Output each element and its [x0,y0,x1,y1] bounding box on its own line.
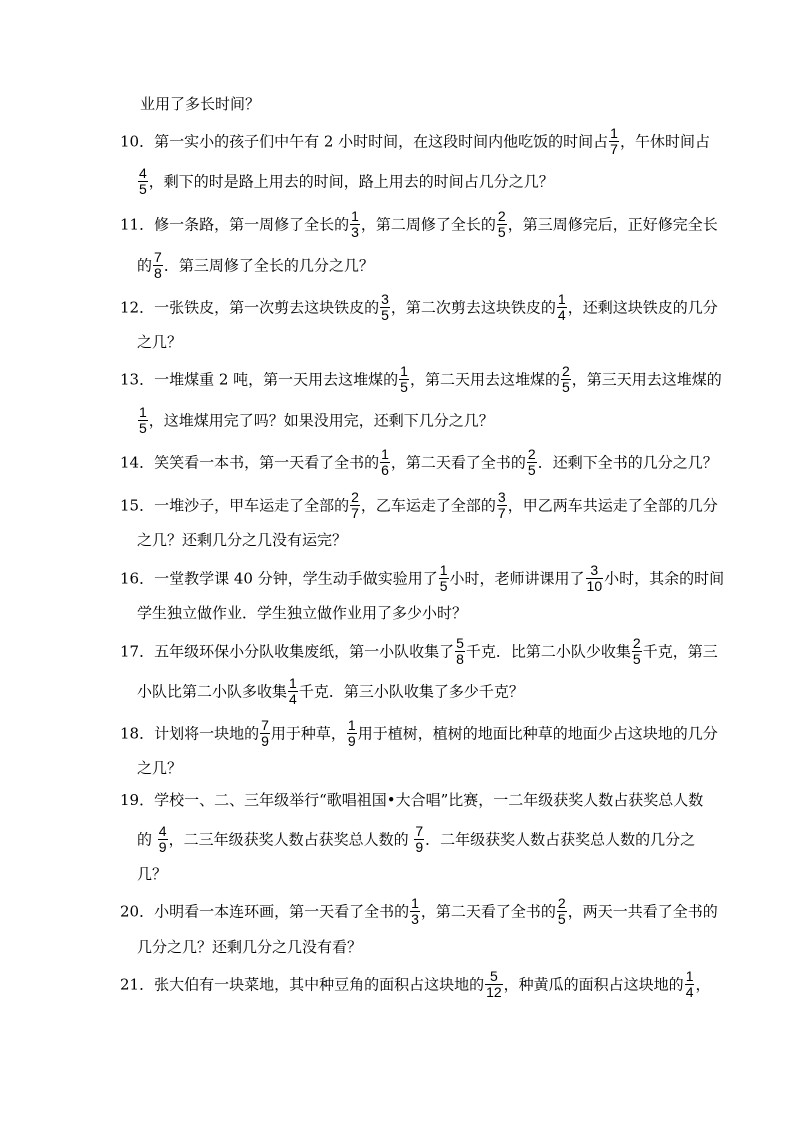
text-run: 千克．比第二小队少收集 [465,642,631,661]
fraction [414,824,424,855]
text-run: ，乙车运走了全部的 [360,496,496,515]
fraction-denominator: 5 [557,911,566,927]
text-run: 13．一堆煤重 2 吨，第一天用去这堆煤的 [120,370,399,389]
text-run: ，剩下的时是路上用去的时间，路上用去的时间占几分之几？ [148,172,554,191]
text-run: 10．第一实小的孩子们中午有 2 小时时间，在这段时间内他吃饭的时间占 [120,132,609,151]
text-run: ，两天一共看了全书的 [567,902,718,921]
fraction-numerator: 2 [351,489,359,505]
text-run: 20．小明看一本连环画，第一天看了全书的 [120,902,410,921]
fraction-numerator: 1 [381,446,389,462]
text-run: 21．张大伯有一块菜地，其中种豆角的面积占这块地的 [120,975,485,994]
fraction [561,364,571,395]
fraction [497,209,507,240]
text-run: 几分之几？还剩几分之几没有看？ [137,938,363,956]
text-line [120,491,718,522]
text-line [137,603,467,623]
fraction-denominator: 5 [497,224,506,240]
fraction-denominator: 4 [685,984,694,1000]
text-run: ，种黄瓜的面积占这块地的 [503,975,684,994]
fraction [410,896,420,927]
text-run: 14．笑笑看一本书，第一天看了全书的 [120,453,380,472]
text-line [137,937,362,957]
fraction [158,824,168,855]
text-run: 业用了多长时间？ [140,95,261,113]
fraction-denominator: 3 [411,911,419,927]
fraction-numerator: 1 [610,125,618,141]
fraction-numerator: 4 [158,823,167,839]
fraction-numerator: 5 [456,635,464,651]
fraction-numerator: 7 [261,717,269,733]
text-run: ．二年级获奖人数占获奖总人数的几分之 [425,830,696,849]
text-line [120,790,703,810]
fraction-denominator: 8 [154,265,162,281]
fraction [138,166,148,197]
fraction-denominator: 4 [289,691,297,707]
fraction-numerator: 1 [400,363,408,379]
fraction [380,292,390,323]
fraction [609,126,619,157]
fraction-denominator: 5 [381,307,389,323]
fraction [347,718,357,749]
fraction-denominator: 5 [400,379,408,395]
text-run: ．第三周修了全长的几分之几？ [163,256,374,275]
text-line [120,293,718,324]
text-line [120,127,710,158]
fraction-denominator: 7 [351,505,359,521]
fraction-numerator: 4 [139,165,147,181]
fraction-denominator: 9 [415,839,424,855]
fraction-denominator: 9 [158,839,167,855]
text-run: 18．计划将一块地的 [120,724,260,743]
fraction [350,209,360,240]
text-line [120,210,718,241]
text-line [137,406,494,437]
text-line [120,897,718,928]
fraction-denominator: 12 [486,984,502,1000]
fraction-denominator: 5 [139,181,147,197]
fraction-numerator: 1 [289,675,297,691]
text-run: 之几？ [137,759,183,777]
text-line [137,530,347,550]
text-run: 之几？ [137,333,183,351]
fraction-denominator: 3 [351,224,359,240]
fraction-numerator: 2 [497,208,506,224]
text-line [120,564,724,595]
fraction [497,490,507,521]
text-line [137,677,524,708]
text-run: ，第二天用去这堆煤的 [409,370,560,389]
fraction-denominator: 10 [586,578,603,594]
fraction [350,490,360,521]
text-line [137,758,182,778]
text-line [137,167,554,198]
fraction-numerator: 1 [139,404,147,420]
fraction-numerator: 7 [415,823,424,839]
text-line [120,719,718,750]
text-run: 11．修一条路，第一周修了全长的 [120,215,350,234]
fraction [380,447,390,478]
text-run: ，第二次剪去这块铁皮的 [390,298,556,317]
text-run: ，二三年级获奖人数占获奖总人数的 [168,830,414,849]
fraction [632,636,642,667]
fraction [527,447,537,478]
fraction [260,718,270,749]
fraction-numerator: 3 [586,563,604,579]
fraction [138,405,148,436]
text-run: 用于种草， [270,724,346,743]
text-run: ，第二天看了全书的 [390,453,526,472]
text-run: 几？ [137,865,168,883]
text-run: 千克，第三 [642,642,718,661]
text-run: 的 [137,256,153,275]
text-line [120,970,711,1001]
fraction-denominator: 5 [439,578,448,594]
text-run: 学生独立做作业．学生独立做作业用了多少小时？ [137,604,468,622]
fraction-numerator: 2 [561,363,570,379]
fraction [586,563,604,594]
fraction-denominator: 5 [527,462,536,478]
text-line [137,332,182,352]
fraction [153,250,163,281]
fraction-numerator: 1 [347,717,356,733]
text-run: ．还剩下全书的几分之几？ [537,453,718,472]
fraction [439,563,449,594]
fraction-denominator: 7 [610,141,618,157]
fraction-denominator: 7 [497,505,506,521]
text-run: ，午休时间占 [619,132,710,151]
fraction-denominator: 9 [347,733,356,749]
text-line [137,864,167,884]
fraction-denominator: 9 [261,733,269,749]
fraction-numerator: 1 [351,208,359,224]
text-run: 15．一堆沙子，甲车运走了全部的 [120,496,350,515]
fraction-numerator: 5 [485,969,503,985]
fraction [557,292,567,323]
fraction [485,969,503,1000]
fraction-denominator: 4 [557,307,566,323]
fraction [399,364,409,395]
text-run: ，第二周修了全长的 [360,215,496,234]
fraction-denominator: 5 [632,651,641,667]
text-run: ，甲乙两车共运走了全部的几分 [507,496,718,515]
fraction-numerator: 1 [685,968,694,984]
text-run: 小队比第二小队多收集 [137,682,288,701]
text-run: ，第二天看了全书的 [420,902,556,921]
fraction-numerator: 7 [154,249,162,265]
fraction [557,896,567,927]
fraction-numerator: 1 [439,562,448,578]
fraction-numerator: 2 [557,895,566,911]
text-run: ，第三周修完后，正好修完全长 [507,215,718,234]
fraction [685,969,695,1000]
fraction-numerator: 1 [411,895,419,911]
text-run: ， [695,975,711,994]
text-run: ，这堆煤用完了吗？如果没用完，还剩下几分之几？ [148,411,494,430]
fraction [288,676,298,707]
text-run: ，第三天用去这堆煤的 [571,370,722,389]
text-line [120,637,718,668]
text-run: 用于植树，植树的地面比种草的地面少占这块地的几分 [357,724,718,743]
text-run: 12．一张铁皮，第一次剪去这块铁皮的 [120,298,380,317]
text-run: 16．一堂教学课 40 分钟，学生动手做实验用了 [120,569,438,588]
fraction-numerator: 3 [497,489,506,505]
fraction-denominator: 5 [561,379,570,395]
text-run: 19．学校一、二、三年级举行“歌唱祖国•大合唱”比赛，一二年级获奖人数占获奖总人数 [120,791,704,809]
text-run: 小时，其余的时间 [604,569,725,588]
text-line [137,251,374,282]
text-run: ，还剩这块铁皮的几分 [567,298,718,317]
text-line [137,825,695,856]
fraction-numerator: 2 [527,446,536,462]
text-line [140,94,260,114]
fraction [455,636,465,667]
fraction-numerator: 3 [381,291,389,307]
text-run: 之几？还剩几分之几没有运完？ [137,531,348,549]
fraction-numerator: 1 [557,291,566,307]
fraction-denominator: 8 [456,651,464,667]
text-run: 小时，老师讲课用了 [449,569,585,588]
text-line [120,365,722,396]
text-run: 17．五年级环保小分队收集废纸，第一小队收集了 [120,642,455,661]
text-line [120,448,718,479]
fraction-denominator: 5 [139,420,147,436]
fraction-denominator: 6 [381,462,389,478]
fraction-numerator: 2 [632,635,641,651]
text-run: 的 [137,830,157,849]
text-run: 千克．第三小队收集了多少千克？ [298,682,524,701]
